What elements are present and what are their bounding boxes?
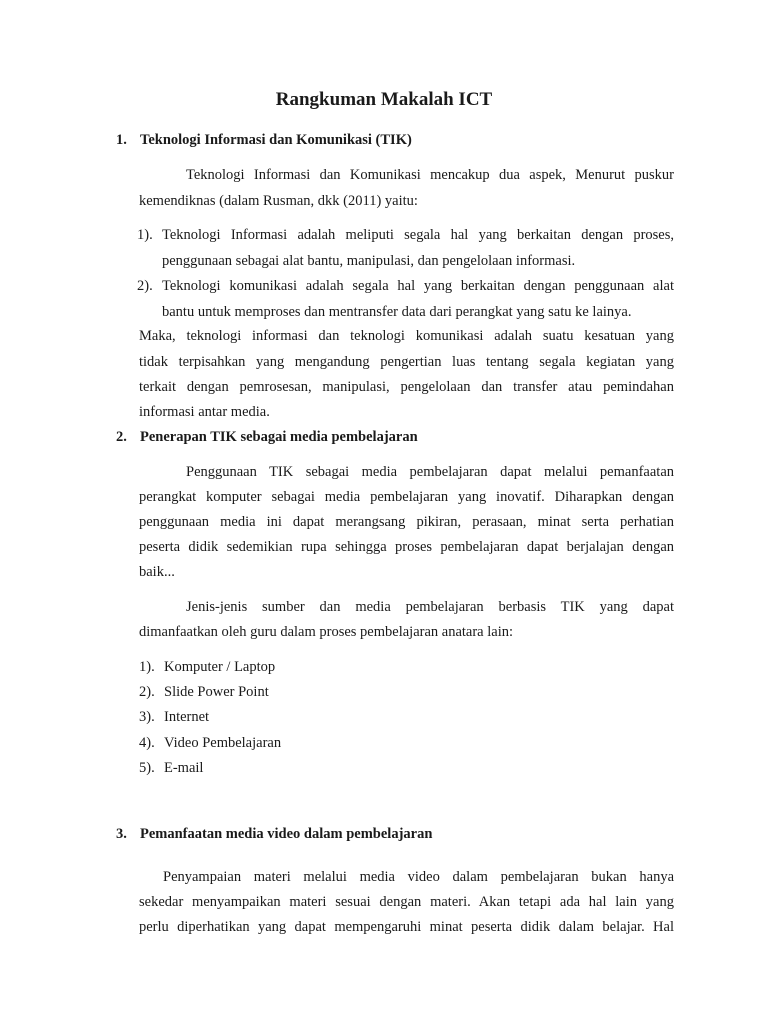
section-1-title: Teknologi Informasi dan Komunikasi (TIK): [140, 132, 412, 148]
section-1-number: 1.: [116, 132, 127, 148]
section-3-paragraph-line-2: sekedar menyampaikan materi sesuai dengan materi. Akan tetapi ada hal lain yang: [139, 894, 674, 910]
section-3-title: Pemanfaatan media video dalam pembelajaran: [140, 826, 433, 842]
resource-list-item-3-text: Internet: [164, 709, 210, 725]
section-3-number: 3.: [116, 826, 127, 842]
section-1-item-2-line-1: Teknologi komunikasi adalah segala hal yang berkaitan dengan penggunaan alat: [162, 278, 674, 294]
section-2-paragraph-1-line-4: peserta didik sedemikian rupa sehingga proses pembelajaran dapat berjalajan dengan: [139, 539, 674, 555]
section-1-intro-line-1: Teknologi Informasi dan Komunikasi mencakup dua aspek, Menurut puskur: [186, 167, 674, 183]
section-2-title: Penerapan TIK sebagai media pembelajaran: [140, 429, 418, 445]
section-1-item-2-line-2: bantu untuk memproses dan mentransfer data dari perangkat yang satu ke lainya.: [162, 304, 632, 320]
section-1-item-1: [137, 225, 674, 269]
section-1-conclusion-line-2: tidak terpisahkan yang mengandung pengertian luas tentang segala kegiatan yang: [139, 354, 674, 370]
section-2-paragraph-1-line-1: Penggunaan TIK sebagai media pembelajaran dapat melalui pemanfaatan: [186, 464, 674, 480]
resource-list-item-5-text: E-mail: [164, 760, 204, 776]
section-1-item-1-line-2: penggunaan sebagai alat bantu, manipulasi, dan pengelolaan informasi.: [162, 253, 576, 269]
section-3-paragraph-line-3: perlu diperhatikan yang dapat mempengaruhi minat peserta didik dalam belajar. Hal: [139, 919, 674, 935]
section-1-item-1-number: 1).: [137, 227, 153, 243]
section-2-paragraph-2-line-1: Jenis-jenis sumber dan media pembelajaran berbasis TIK yang dapat: [186, 599, 674, 615]
resource-list-item-4-number: 4).: [139, 735, 155, 751]
section-1-item-2: [137, 276, 674, 320]
section-2-paragraph-1-line-5: baik...: [139, 564, 175, 580]
section-1-conclusion-line-1: Maka, teknologi informasi dan teknologi komunikasi adalah suatu kesatuan yang: [139, 328, 674, 344]
section-2-paragraph-1-line-2: perangkat komputer sebagai media pembelajaran yang inovatif. Diharapkan dengan: [139, 489, 674, 505]
section-1-item-2-number: 2).: [137, 278, 153, 294]
section-2-paragraph-1-line-3: penggunaan media ini dapat merangsang pikiran, perasaan, minat serta perhatian: [139, 514, 674, 530]
resource-list-item-5-number: 5).: [139, 760, 155, 776]
resource-list-item-3-number: 3).: [139, 709, 155, 725]
resource-list-item-4-text: Video Pembelajaran: [164, 735, 282, 751]
resource-list-item-1-text: Komputer / Laptop: [164, 659, 276, 675]
section-1-item-1-line-1: Teknologi Informasi adalah meliputi segala hal yang berkaitan dengan proses,: [162, 227, 674, 243]
section-2-number: 2.: [116, 429, 127, 445]
section-2-paragraph-2-line-2: dimanfaatkan oleh guru dalam proses pembelajaran anatara lain:: [139, 624, 514, 640]
resource-list-item-2-number: 2).: [139, 684, 155, 700]
section-1-conclusion-line-4: informasi antar media.: [139, 404, 270, 420]
resource-list-item-2-text: Slide Power Point: [164, 684, 269, 700]
resource-list-item-1-number: 1).: [139, 659, 155, 675]
document-title: Rangkuman Makalah ICT: [275, 89, 493, 110]
section-1-conclusion-line-3: terkait dengan pemrosesan, manipulasi, pengelolaan dan transfer atau pemindahan: [139, 379, 674, 395]
section-3-paragraph-line-1: Penyampaian materi melalui media video dalam pembelajaran bukan hanya: [163, 869, 674, 885]
section-1-intro-line-2: kemendiknas (dalam Rusman, dkk (2011) yaitu:: [139, 193, 418, 209]
